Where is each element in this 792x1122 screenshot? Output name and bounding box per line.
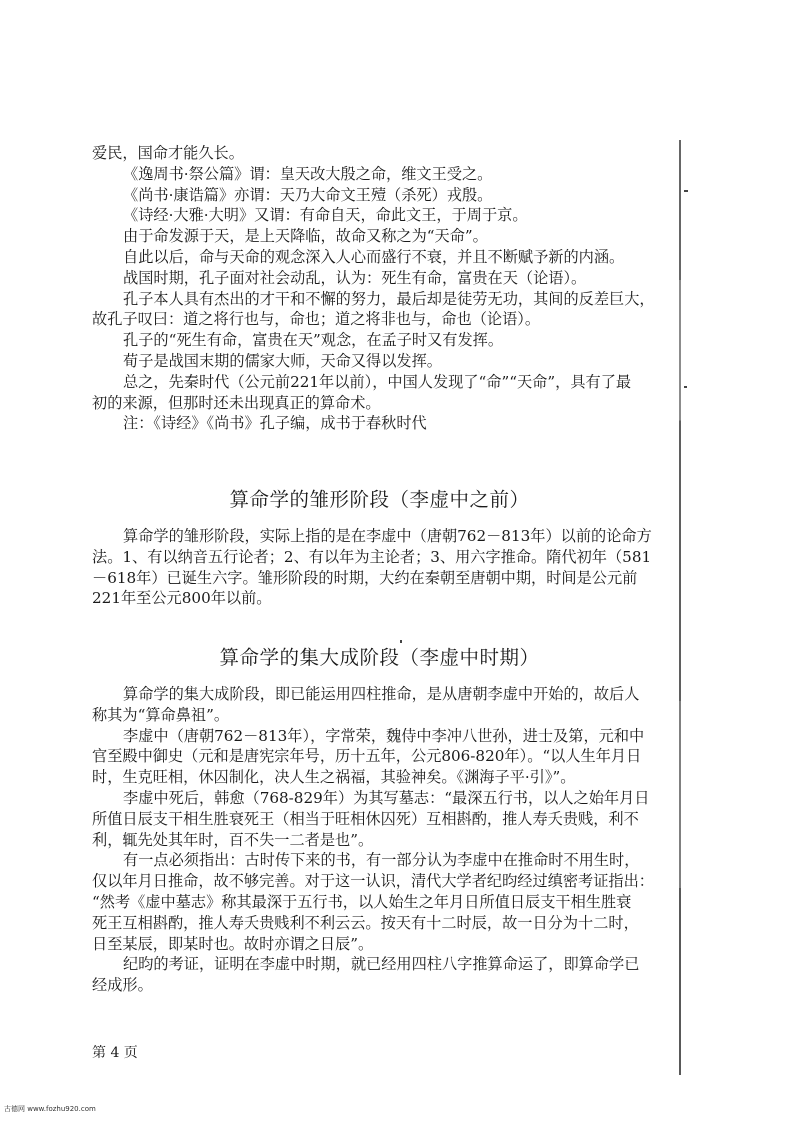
paragraph-line: “然考《虚中墓志》称其最深于五行书，以人始生之年月日所值日辰支干相生胜衰 <box>92 892 632 911</box>
scan-binding-edge <box>679 140 681 1075</box>
paragraph-line: 算命学的雏形阶段，实际上指的是在李虚中（唐朝762－813年）以前的论命方 <box>123 527 652 545</box>
paragraph-line: 经成形。 <box>92 976 153 995</box>
scan-speck <box>400 640 402 643</box>
paragraph-line: 法。1、有以纳音五行论者；2、有以年为主论者；3、用六字推命。隋代初年（581 <box>92 547 652 566</box>
paragraph-line: 自此以后，命与天命的观念深入人心而盛行不衰，并且不断赋予新的内涵。 <box>123 247 625 266</box>
paragraph-line: 孔子的“死生有命，富贵在天”观念，在孟子时又有发挥。 <box>123 331 504 350</box>
site-watermark: 古德网 www.fozhu920.com <box>4 1105 96 1113</box>
paragraph-line: 由于命发源于天，是上天降临，故命又称之为“天命”。 <box>123 227 488 246</box>
paragraph-line: 时，生克旺相，休囚制化，决人生之祸福，其验神矣。《渊海子平·引》”。 <box>92 768 576 787</box>
section-heading: 算命学的集大成阶段（李虚中时期） <box>219 646 540 669</box>
section-embryonic-stage <box>92 526 667 609</box>
paragraph-line: 纪昀的考证，证明在李虚中时期，就已经用四柱八字推算命运了，即算命学已 <box>123 955 640 974</box>
paragraph-line: 爱民，国命才能久长。 <box>92 144 244 162</box>
paragraph-line: 算命学的集大成阶段，即已能运用四柱推命，是从唐朝李虚中开始的，故后人 <box>123 685 640 703</box>
paragraph-line: 孔子本人具有杰出的才干和不懈的努力，最后却是徒劳无功，其间的反差巨大， <box>123 289 655 308</box>
paragraph-line: 日至某辰，即某时也。故时亦谓之日辰”。 <box>92 934 374 953</box>
paragraph-line: 总之，先秦时代（公元前221年以前），中国人发现了“命”“天命”，具有了最 <box>123 372 632 391</box>
paragraph-line: 《尚书·康诰篇》亦谓：天乃大命文王殪（杀死）戎殷。 <box>123 185 493 204</box>
paragraph-line: 李虚中（唐朝762－813年），字常荣，魏侍中李冲八世孙，进士及第，元和中 <box>123 726 645 745</box>
paragraph-line: 李虚中死后，韩愈（768-829年）为其写墓志：“最深五行书，以人之始年月日 <box>123 788 650 807</box>
paragraph-line: 死王互相斟酌，推人寿夭贵贱利不利云云。按天有十二时辰，故一日分为十二时， <box>92 913 639 932</box>
paragraph-line: 《诗经·大雅·大明》又谓：有命自天，命此文王，于周于京。 <box>123 206 528 225</box>
paragraph-line: 有一点必须指出：古时传下来的书，有一部分认为李虚中在推命时不用生时， <box>123 851 640 870</box>
paragraph-line: 《逸周书·祭公篇》谓：皇天改大殷之命，维文王受之。 <box>123 164 493 183</box>
paragraph-line: 利，辄先处其年时，百不失一二者是也”。 <box>92 830 374 849</box>
paragraph-line: 官至殿中御史（元和是唐宪宗年号，历十五年，公元806-820年）。“以人生年月日 <box>92 747 642 766</box>
section-culmination-stage <box>92 684 667 996</box>
paragraph-line: 称其为“算命鼻祖”。 <box>92 705 230 724</box>
page-number: 第 4 页 <box>92 1045 138 1061</box>
note-line: 注：《诗经》《尚书》孔子编，成书于春秋时代 <box>123 414 427 433</box>
paragraph-line: 所值日辰支干相生胜衰死王（相当于旺相休囚死）互相斟酌，推人寿夭贵贱，利不 <box>92 809 639 828</box>
section-heading: 算命学的雏形阶段（李虚中之前） <box>229 488 530 511</box>
section-intro <box>92 143 667 434</box>
paragraph-line: 221年至公元800年以前。 <box>92 589 272 608</box>
paragraph-line: 战国时期，孔子面对社会动乱，认为：死生有命，富贵在天（论语）。 <box>123 268 587 287</box>
scan-speck <box>684 386 687 388</box>
paragraph-line: 荀子是战国末期的儒家大师，天命又得以发挥。 <box>123 351 442 370</box>
paragraph-line: 初的来源，但那时还未出现真正的算命术。 <box>92 393 381 412</box>
paragraph-line: 仅以年月日推命，故不够完善。对于这一认识，清代大学者纪昀经过缜密考证指出： <box>92 872 654 891</box>
paragraph-line: 故孔子叹曰：道之将行也与，命也；道之将非也与，命也（论语）。 <box>92 310 541 329</box>
paragraph-line: －618年）已诞生六字。雏形阶段的时期，大约在秦朝至唐朝中期，时间是公元前 <box>92 568 638 587</box>
scan-speck <box>684 190 688 192</box>
